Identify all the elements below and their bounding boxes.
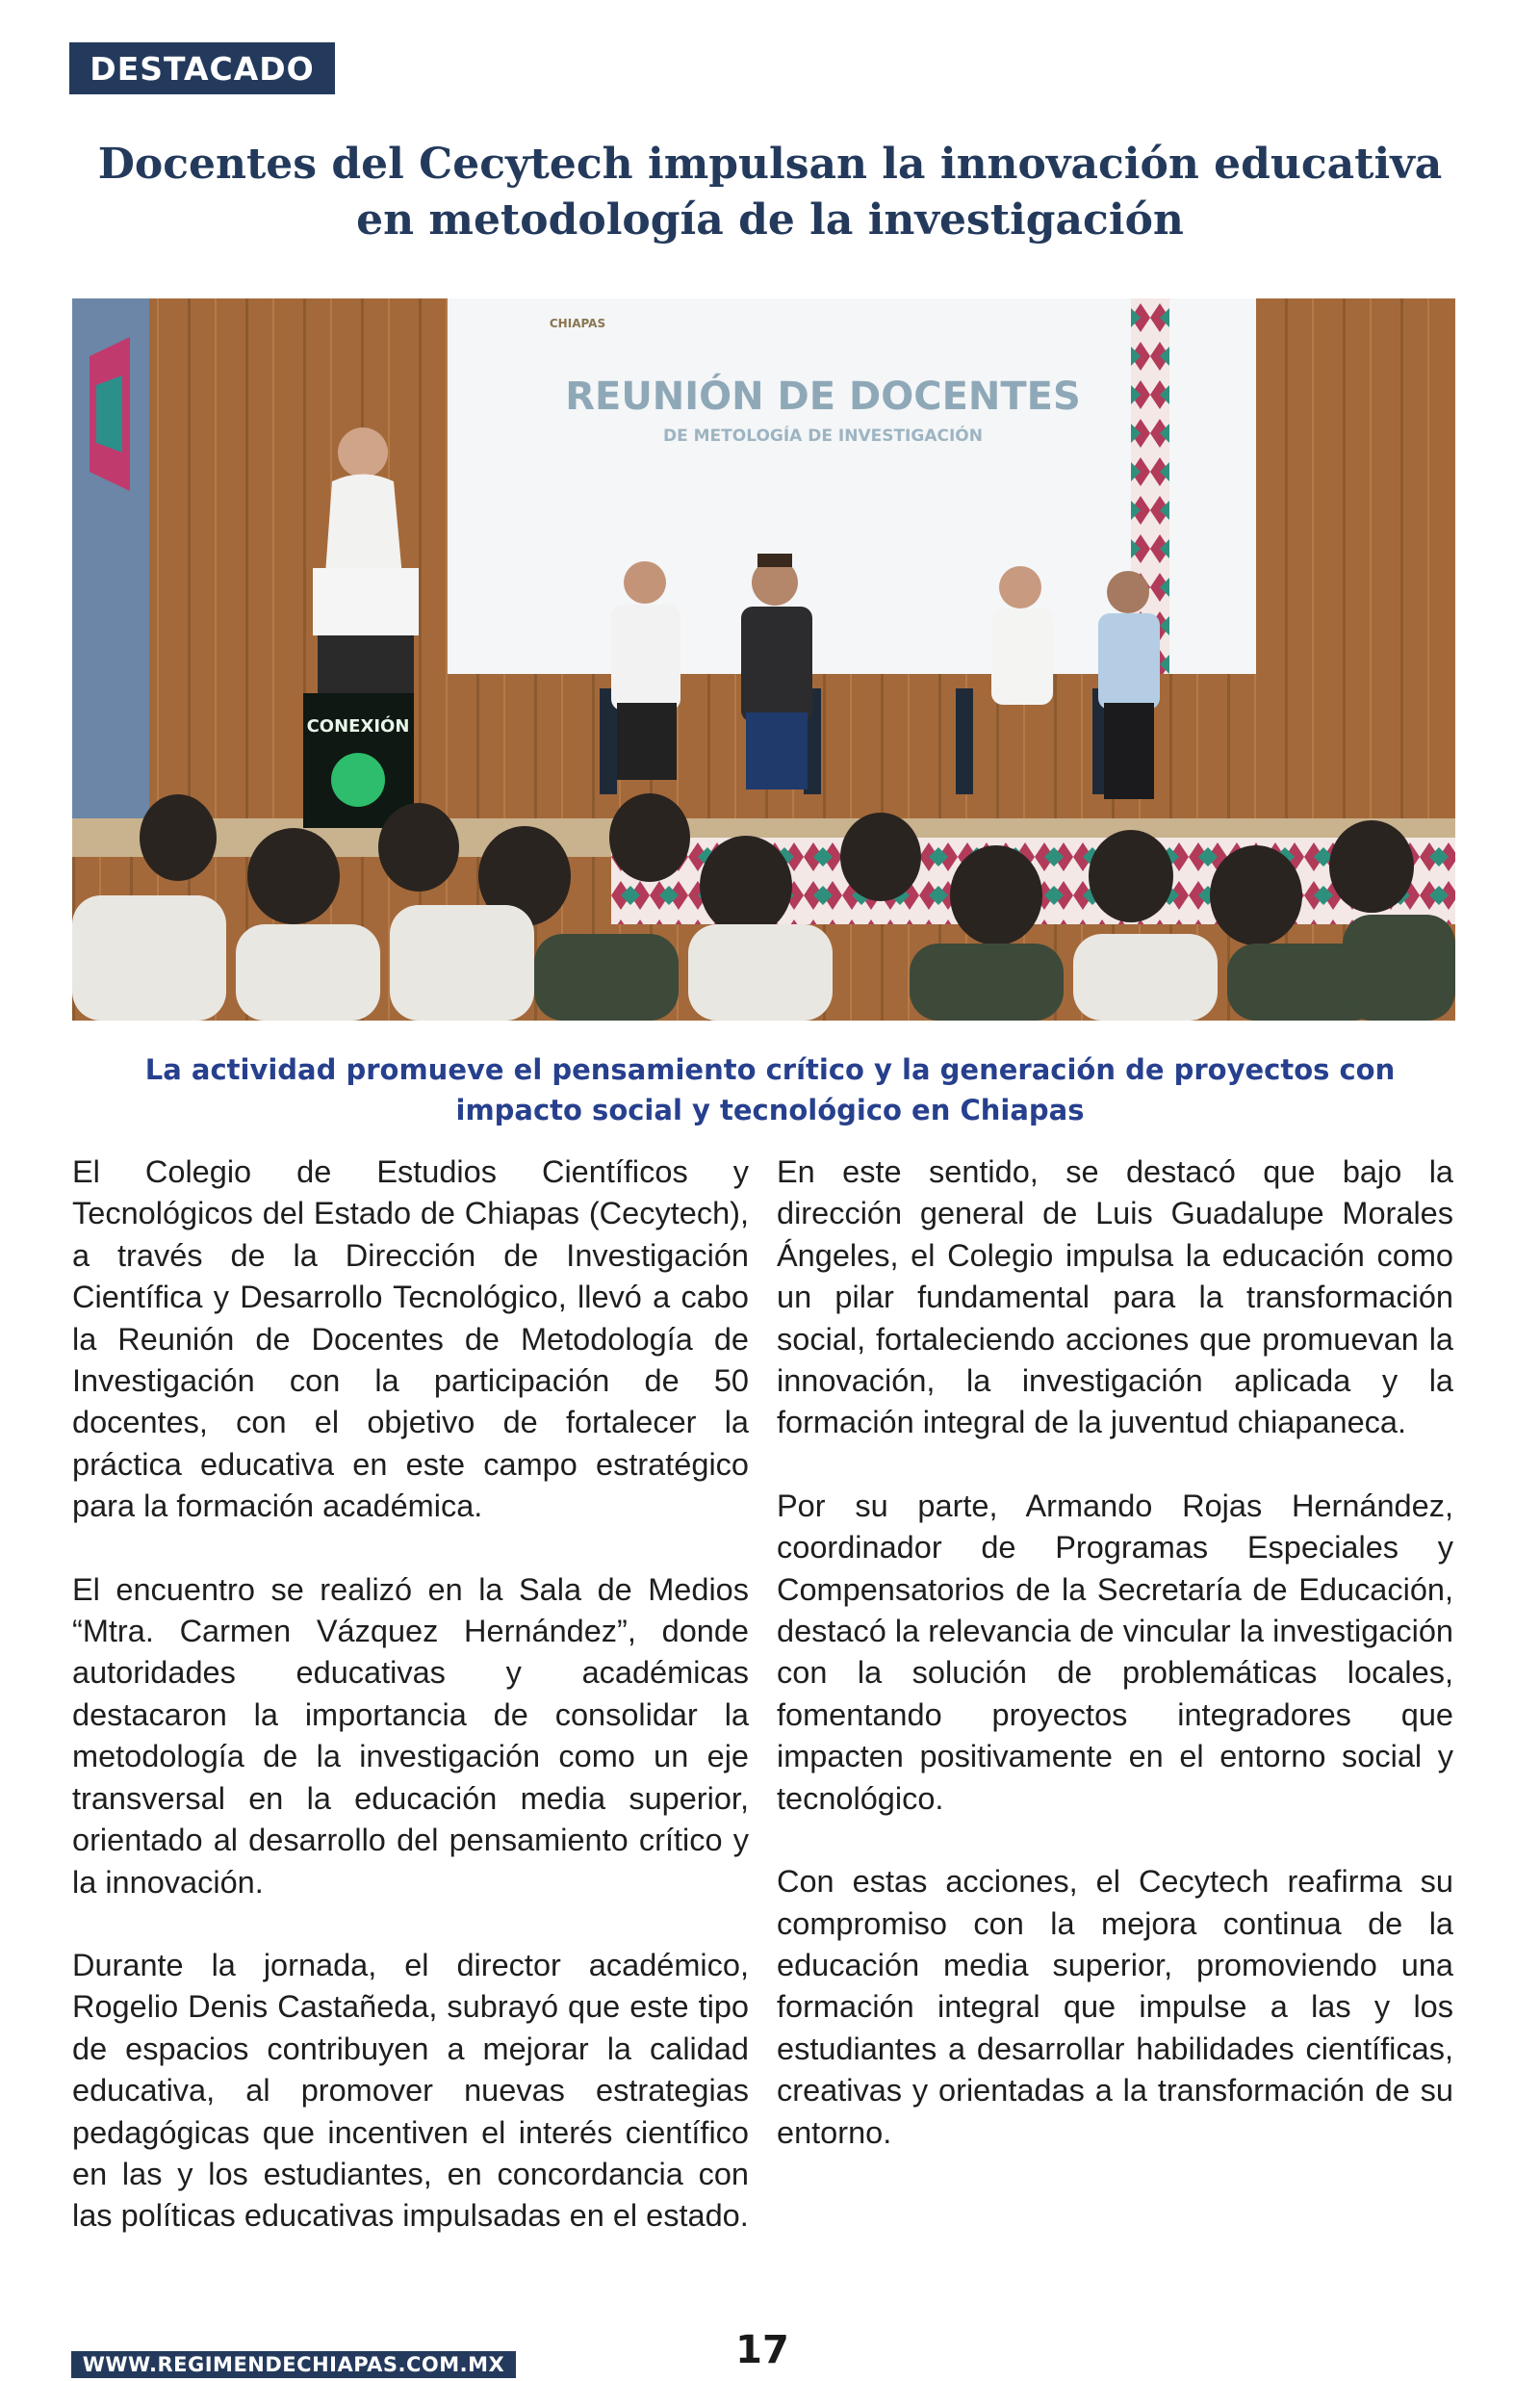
article-column-left <box>72 1152 749 2279</box>
paragraph: En este sentido, se destacó que bajo la dirección general de Luis Guadalupe Morales Ángeles, el Colegio impulsa la educación como un pilar fundamental para la transformación social, fortaleciendo acciones que promuevan la innovación, la investigación aplicada y la formación integral de la juventud chiapaneca. <box>777 1154 1453 1440</box>
article-headline: Docentes del Cecytech impulsan la innovación educativa en metodología de la investigación <box>97 140 1443 245</box>
paragraph: Por su parte, Armando Rojas Hernández, coordinador de Programas Especiales y Compensatorios de la Secretaría de Educación, destacó la relevancia de vincular la investigación con la solución de problemáticas locales, fomentando proyectos integradores que impacten positivamente en el entorno social y tecnológico. <box>777 1488 1453 1816</box>
paragraph: Con estas acciones, el Cecytech reafirma su compromiso con la mejora continua de la educación media superior, promoviendo una formación integral que impulse a las y los estudiantes a desarrollar habilidades científicas, creativas y orientadas a la transformación de su entorno. <box>777 1864 1453 2150</box>
footer-website-link[interactable]: WWW.REGIMENDECHIAPAS.COM.MX <box>71 2351 516 2378</box>
article-photo <box>72 298 1455 1021</box>
screen-logo: CHIAPAS <box>549 317 606 330</box>
paragraph: El Colegio de Estudios Científicos y Tecnológicos del Estado de Chiapas (Cecytech), a través de la Dirección de Investigación Científica y Desarrollo Tecnológico, llevó a cabo la Reunión de Docentes de Metodología de Investigación con la participación de 50 docentes, con el objetivo de fortalecer la práctica educativa en este campo estratégico para la formación académica. <box>72 1154 749 1524</box>
article-column-right <box>777 1152 1453 2195</box>
article-subhead: La actividad promueve el pensamiento crítico y la generación de proyectos con impacto social y tecnológico en Chiapas <box>144 1053 1396 1126</box>
section-tag: DESTACADO <box>69 42 335 94</box>
paragraph: El encuentro se realizó en la Sala de Medios “Mtra. Carmen Vázquez Hernández”, donde autoridades educativas y académicas destacaron la importancia de consolidar la metodología de la investigación como un eje transversal en la educación media superior, orientado al desarrollo del pensamiento crítico y la innovación. <box>72 1571 749 1900</box>
screen-subtitle: DE METOLOGÍA DE INVESTIGACIÓN <box>663 427 983 446</box>
page-number: 17 <box>735 2328 789 2372</box>
event-photo-illustration <box>72 298 1455 1021</box>
screen-title: REUNIÓN DE DOCENTES <box>565 375 1081 419</box>
banner-text: CONEXIÓN <box>306 716 410 737</box>
paragraph: Durante la jornada, el director académico, Rogelio Denis Castañeda, subrayó que este tipo de espacios contribuyen a mejorar la calidad educativa, al promover nuevas estrategias pedagógicas que incentiven el interés científico en las y los estudiantes, en concordancia con las políticas educativas impulsadas en el estado. <box>72 1947 749 2234</box>
